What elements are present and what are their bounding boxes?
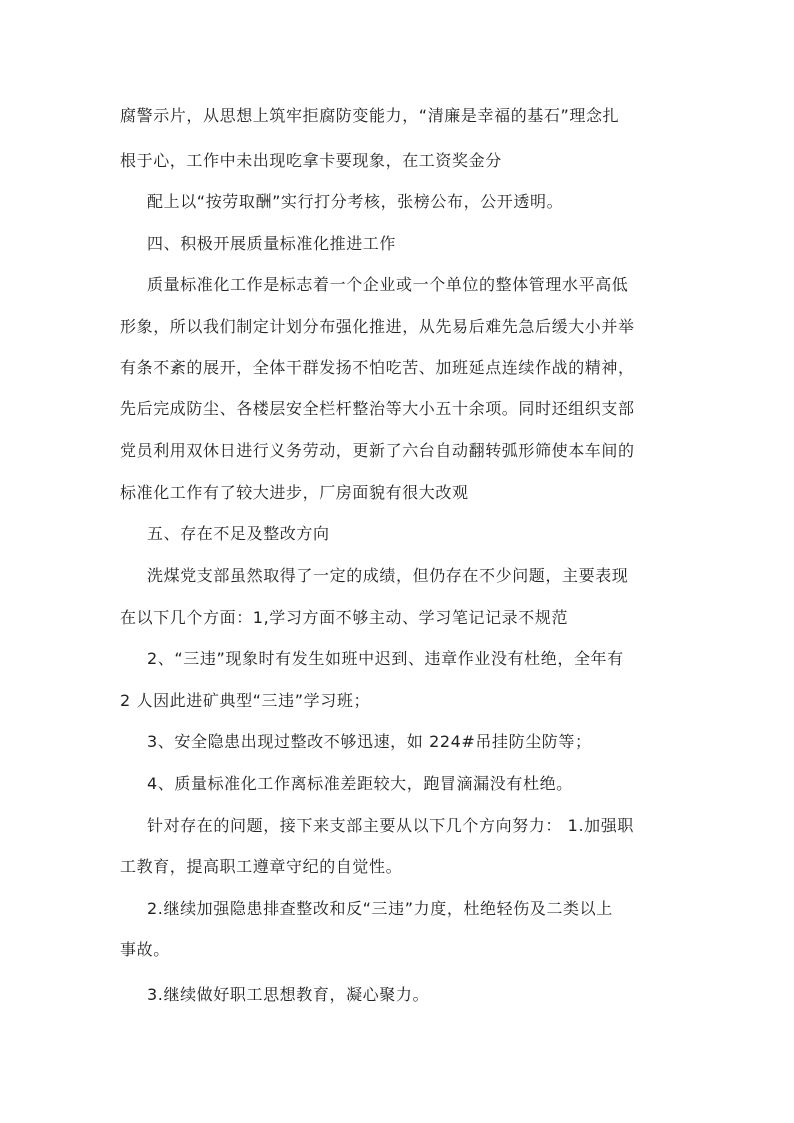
- text-line-16: 3、安全隐患出现过整改不够迅速，如 224#吊挂防尘防等；: [147, 732, 592, 751]
- text-line-10: 标准化工作有了较大进步，厂房面貌有很大改观: [120, 483, 469, 502]
- text-line-7: 有条不紊的展开，全体干群发扬不怕吃苦、加班延点连续作战的精神，: [120, 358, 635, 377]
- text-line-22: 3.继续做好职工思想教育，凝心聚力。: [147, 985, 430, 1004]
- text-line-14: 2、“三违”现象时有发生如班中迟到、违章作业没有杜绝，全年有: [147, 649, 624, 668]
- text-line-6: 形象，所以我们制定计划分布强化推进，从先易后难先急后缓大小并举: [120, 317, 635, 336]
- text-line-1: 腐警示片，从思想上筑牢拒腐防变能力，“清廉是幸福的基石”理念扎: [120, 106, 620, 125]
- text-line-5: 质量标准化工作是标志着一个企业或一个单位的整体管理水平高低: [147, 275, 629, 294]
- text-line-21: 事故。: [120, 940, 170, 959]
- section-heading-4: 四、积极开展质量标准化推进工作: [147, 234, 397, 253]
- section-heading-5: 五、存在不足及整改方向: [147, 524, 330, 543]
- text-line-13: 在以下几个方面：1,学习方面不够主动、学习笔记记录不规范: [120, 608, 569, 627]
- text-line-8: 先后完成防尘、各楼层安全栏杆整治等大小五十余项。同时还组织支部: [120, 399, 635, 418]
- text-line-18: 针对存在的问题，接下来支部主要从以下几个方向努力： 1.加强职: [147, 816, 634, 835]
- text-line-12: 洗煤党支部虽然取得了一定的成绩，但仍存在不少问题，主要表现: [147, 566, 629, 585]
- text-line-9: 党员利用双休日进行义务劳动，更新了六台自动翻转弧形筛使本车间的: [120, 441, 635, 460]
- text-line-2: 根于心，工作中未出现吃拿卡要现象，在工资奖金分: [120, 151, 502, 170]
- text-line-17: 4、质量标准化工作离标准差距较大，跑冒滴漏没有杜绝。: [147, 774, 573, 793]
- text-line-20: 2.继续加强隐患排查整改和反“三违”力度，杜绝轻伤及二类以上: [147, 899, 613, 918]
- text-line-3: 配上以“按劳取酬”实行打分考核，张榜公布，公开透明。: [147, 192, 564, 211]
- text-line-15: 2 人因此进矿典型“三违”学习班；: [120, 691, 371, 710]
- text-line-19: 工教育，提高职工遵章守纪的自觉性。: [120, 857, 403, 876]
